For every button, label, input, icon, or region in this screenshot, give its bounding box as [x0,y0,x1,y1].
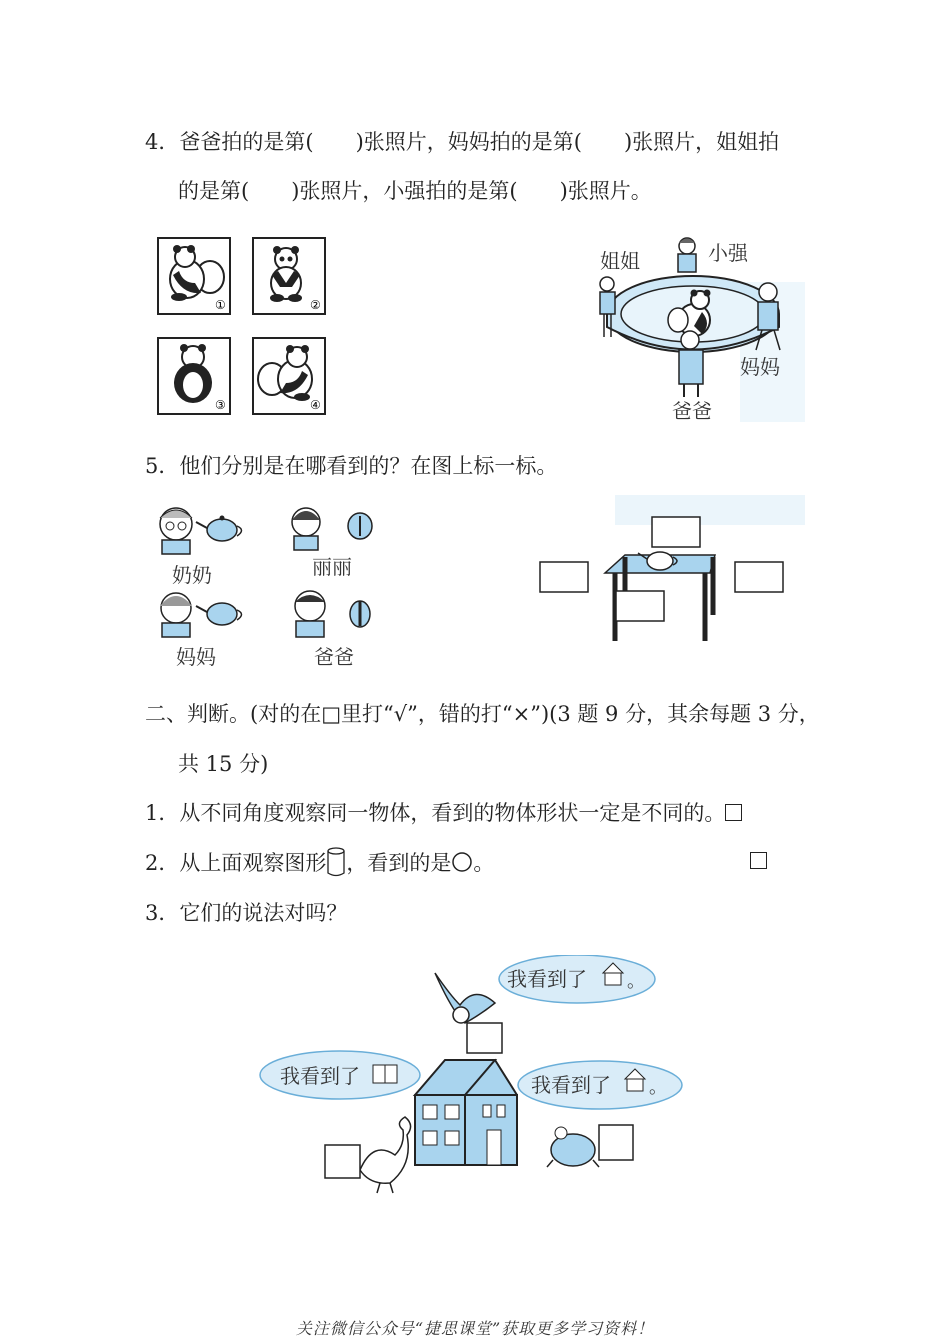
answer-box-duck[interactable] [325,1145,360,1178]
frog-speech-bubble [518,1061,682,1109]
svg-text:。: 。 [649,1077,667,1098]
answer-box-bird[interactable] [467,1023,502,1053]
answer-checkbox[interactable] [750,852,767,869]
panda-photos [155,235,330,417]
judge-item-2: 2．从上面观察图形 ，看到的是 。 [145,846,494,878]
duck-speech-bubble [260,1051,420,1099]
q4-line-2: 的是第( )张照片，小强拍的是第( )张照片。 [178,179,652,203]
q4-line-1: 4．爸爸拍的是第( )张照片，妈妈拍的是第( )张照片，姐姐拍 [145,130,780,154]
house [415,1060,517,1165]
duck [360,1117,411,1193]
house-side-icon [373,1065,397,1083]
label-box-left[interactable] [540,562,588,592]
label-baba: 爸爸 [672,399,712,423]
svg-text:妈妈: 妈妈 [176,645,216,669]
svg-text:①: ① [215,298,226,312]
teapot-views [150,498,390,673]
baba-figure [679,331,703,397]
svg-text:奶奶: 奶奶 [172,563,212,587]
frog [547,1127,599,1167]
svg-text:我看到了: 我看到了 [280,1064,360,1088]
answer-checkbox[interactable] [725,804,742,821]
baba-figure [295,591,325,637]
svg-text:爸爸: 爸爸 [314,645,354,669]
photo-3 [158,338,230,414]
svg-text:③: ③ [215,398,226,412]
label-box-right[interactable] [735,562,783,592]
section2-heading: 二、判断。(对的在□里打“√”，错的打“×”)(3 题 9 分，其余每题 3 分， [145,702,820,726]
xiaoqiang-figure [678,238,696,272]
lili-figure [292,508,320,550]
house-scene [255,955,695,1205]
mama-figure [160,593,192,637]
teapot-back-icon [350,601,370,627]
teapot-side-icon [196,516,242,542]
svg-text:丽丽: 丽丽 [312,555,352,579]
answer-box-frog[interactable] [599,1125,633,1160]
svg-text:②: ② [310,298,321,312]
photo-4 [253,338,325,414]
teapot-side-icon [196,603,242,625]
table-scene [535,495,815,655]
photo-2 [253,238,325,314]
svg-text:我看到了: 我看到了 [507,967,587,991]
judge-item-3: 3．它们的说法对吗？ [145,901,348,925]
label-mama: 妈妈 [740,355,780,379]
panda-pool-scene [590,232,810,427]
teapot-front-icon [348,513,372,539]
svg-text:我看到了: 我看到了 [531,1073,611,1097]
circle-icon [451,851,473,873]
label-xiaoqiang: 小强 [708,241,748,265]
footer-note: 关注微信公众号“捷思课堂”获取更多学习资料！ [295,1319,655,1338]
bird [435,973,495,1023]
svg-text:。: 。 [627,971,645,992]
photo-1 [158,238,230,314]
label-box-front[interactable] [616,591,664,621]
label-jiejie: 姐姐 [600,249,640,273]
cylinder-icon [326,846,346,878]
section2-heading-cont: 共 15 分) [178,752,269,776]
label-box-top[interactable] [652,517,700,547]
judge-item-1: 1．从不同角度观察同一物体，看到的物体形状一定是不同的。 [145,799,742,827]
q5-text: 5．他们分别是在哪看到的？在图上标一标。 [145,454,558,478]
bird-speech-bubble [499,955,655,1003]
svg-text:④: ④ [310,398,321,412]
nainai-figure [160,508,192,554]
